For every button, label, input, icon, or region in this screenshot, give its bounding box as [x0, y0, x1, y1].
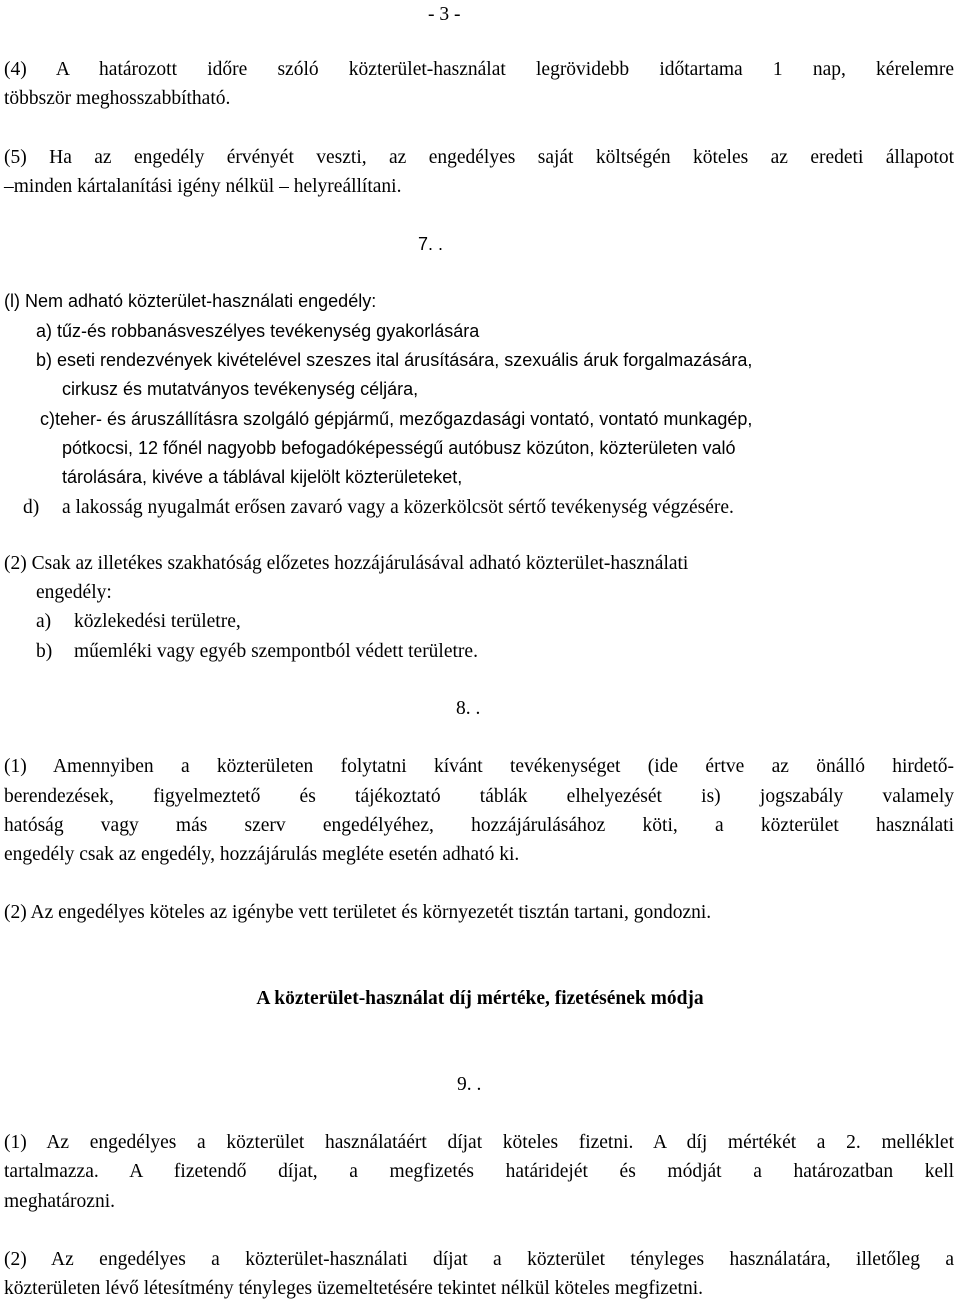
paragraph-5-line-1: (5) Ha az engedély érvényét veszti, az engedélyes saját költségén köteles az eredeti állapotot: [4, 147, 954, 168]
paragraph-5-line-2: –minden kártalanítási igény nélkül – helyreállítani.: [4, 176, 402, 197]
section-8-p2: (2) Az engedélyes köteles az igénybe vett területet és környezetét tisztán tartani, gondozni.: [4, 902, 712, 923]
section-7-p2-item-b-text: műemléki vagy egyéb szempontból védett területre.: [74, 641, 478, 662]
section-8-p1-line-3: hatóság vagy más szerv engedélyéhez, hozzájárulásához köti, a közterület használati: [4, 815, 954, 836]
section-7-heading: 7. .: [418, 234, 444, 254]
section-8-p1-line-4: engedély csak az engedély, hozzájárulás megléte esetén adható ki.: [4, 844, 520, 865]
section-7-item-c-line-2: pótkocsi, 12 főnél nagyobb befogadóképességű autóbusz közúton, közterületen való: [62, 438, 736, 458]
section-9-p2-line-1: (2) Az engedélyes a közterület-használati díjat a közterület tényleges használatára, illetőleg a: [4, 1249, 954, 1270]
section-9-p1-line-3: meghatározni.: [4, 1191, 115, 1212]
section-7-item-c-line-1: c)teher- és áruszállításra szolgáló gépjármű, mezőgazdasági vontató, vontató munkagép,: [40, 409, 753, 429]
section-8-p1-line-2: berendezések, figyelmeztető és tájékoztató táblák elhelyezését is) jogszabály valamely: [4, 786, 954, 807]
page-number: - 3 -: [428, 4, 461, 25]
paragraph-4-line-2: többször meghosszabbítható.: [4, 88, 231, 109]
section-8-heading: 8. .: [456, 698, 481, 719]
section-7-p2-line-2: engedély:: [36, 582, 112, 603]
section-9-p1-line-2: tartalmazza. A fizetendő díjat, a megfizetés határidejét és módját a határozatban kell: [4, 1161, 954, 1182]
section-9-p2-line-2: közterületen lévő létesítmény tényleges üzemeltetésére tekintet nélkül köteles megfizetni.: [4, 1278, 704, 1299]
section-7-item-a: a) tűz-és robbanásveszélyes tevékenység gyakorlására: [36, 321, 480, 341]
paragraph-4-line-1: (4) A határozott időre szóló közterület-használat legrövidebb időtartama 1 nap, kérelemre: [4, 59, 954, 80]
fee-section-title: A közterület-használat díj mértéke, fizetésének módja: [256, 988, 704, 1009]
section-7-item-b-line-1: b) eseti rendezvények kivételével szeszes ital árusítására, szexuális áruk forgalmazására,: [36, 350, 753, 370]
section-7-p2-line-1: (2) Csak az illetékes szakhatóság előzetes hozzájárulásával adható közterület-használati: [4, 553, 689, 574]
section-7-p1-intro: (l) Nem adható közterület-használati engedély:: [4, 291, 377, 311]
section-7-item-d-label: d): [23, 497, 40, 518]
section-7-p2-item-b-label: b): [36, 641, 53, 662]
section-7-item-b-line-2: cirkusz és mutatványos tevékenység céljára,: [62, 379, 419, 399]
section-9-p1-line-1: (1) Az engedélyes a közterület használatáért díjat köteles fizetni. A díj mértékét a 2. melléklet: [4, 1132, 954, 1153]
section-9-heading: 9. .: [457, 1074, 482, 1095]
section-7-item-c-line-3: tárolására, kivéve a táblával kijelölt közterületeket,: [62, 467, 463, 487]
section-7-p2-item-a-label: a): [36, 611, 52, 632]
section-7-item-d-text: a lakosság nyugalmát erősen zavaró vagy a közerkölcsöt sértő tevékenység végzésére.: [62, 497, 734, 518]
section-8-p1-line-1: (1) Amennyiben a közterületen folytatni kívánt tevékenységet (ide értve az önálló hirdető-: [4, 756, 954, 777]
section-7-p2-item-a-text: közlekedési területre,: [74, 611, 241, 632]
